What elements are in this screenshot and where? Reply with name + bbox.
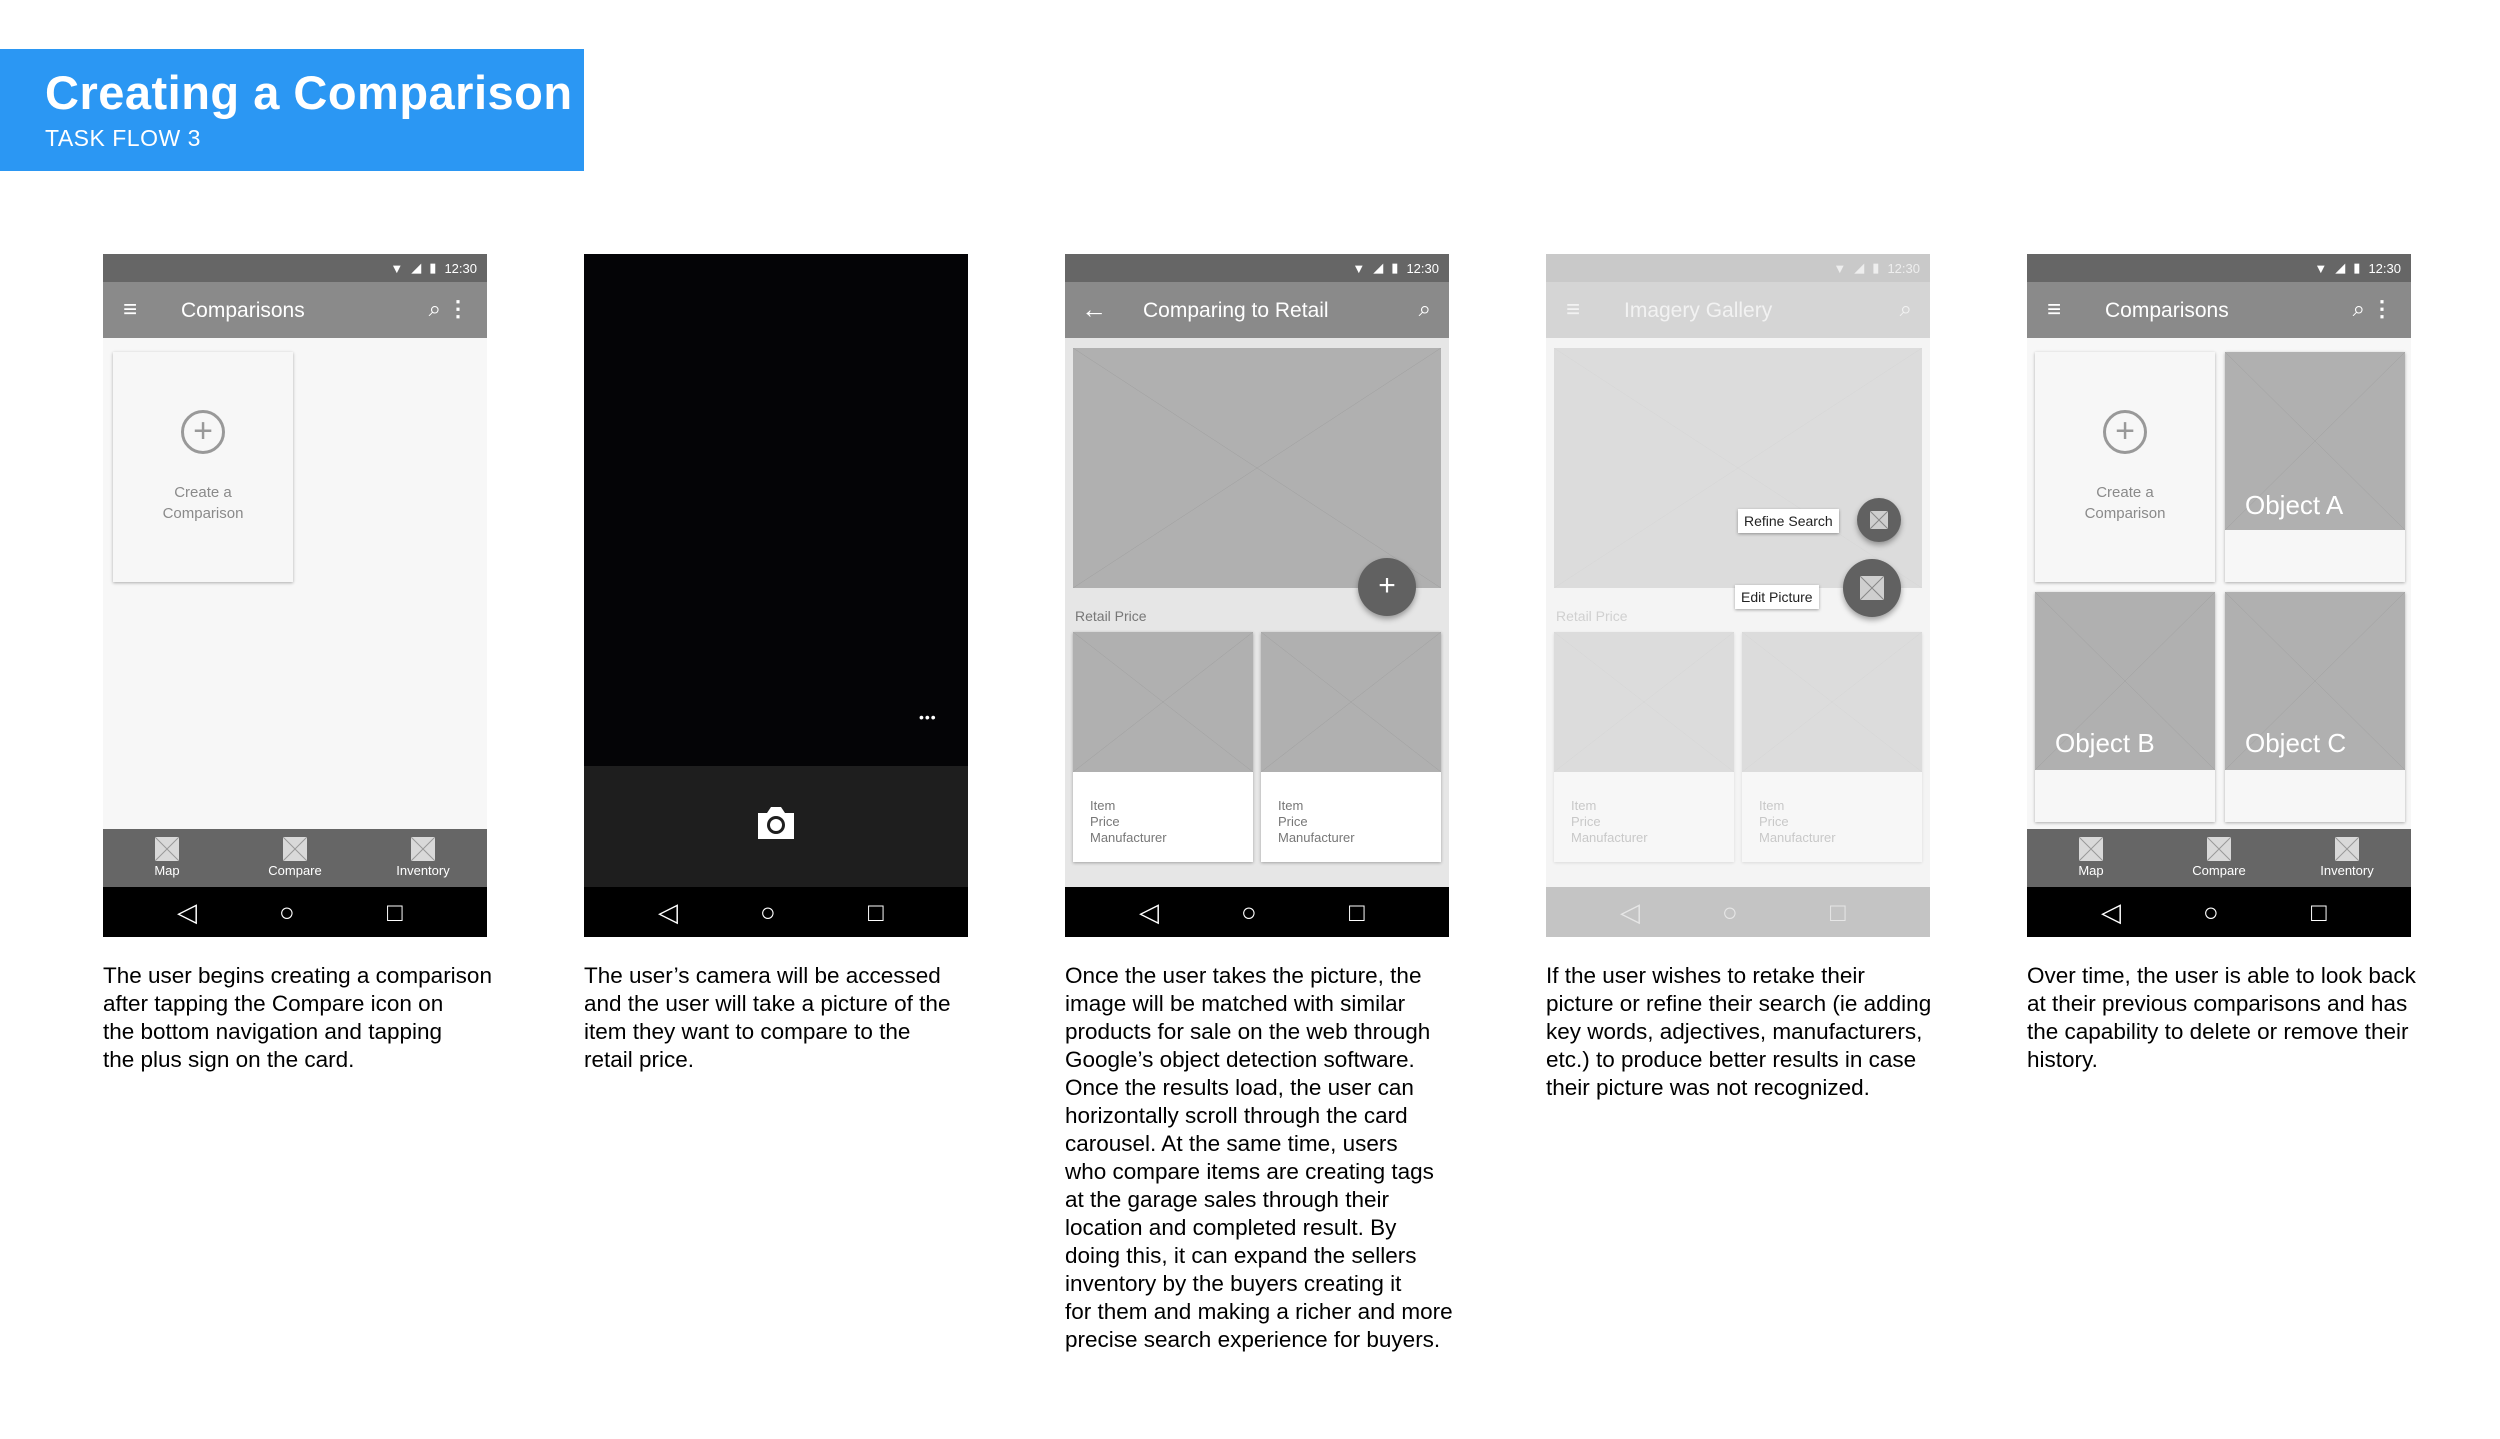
back-triangle-icon[interactable]: ◁ [658,897,678,927]
product-card[interactable] [1073,632,1253,862]
more-horiz-icon[interactable]: ••• [919,709,937,725]
nav-item-inventory[interactable]: Inventory [2297,837,2397,878]
wifi-icon: ▼ [390,260,404,276]
edit-picture-icon [1860,576,1884,600]
create-comparison-card[interactable] [113,352,293,582]
inventory-icon [2335,837,2359,861]
back-triangle-icon[interactable]: ◁ [1139,897,1159,927]
system-nav-bar [1546,887,1930,937]
home-circle-icon[interactable]: ○ [279,897,295,927]
edit-picture-label[interactable]: Edit Picture [1735,585,1819,609]
product-image-placeholder [1073,632,1253,772]
recents-square-icon[interactable]: □ [868,897,884,927]
wifi-icon: ▼ [2314,260,2328,276]
signal-icon: ◢ [1854,260,1865,275]
phone-screen-comparisons [103,254,487,937]
object-image-placeholder [2225,592,2405,770]
app-bar-title: Comparisons [181,299,305,322]
app-bar [1065,282,1449,338]
caption-step-4: If the user wishes to retake their picture or refine their search (ie adding key words, adjectives, manufacturers, etc.) to produce better results in case their picture was not recognized. [1546,963,1932,1100]
menu-icon[interactable]: ≡ [123,296,138,323]
create-comparison-card[interactable] [2035,352,2215,582]
map-icon [155,837,179,861]
system-nav-bar [1065,887,1449,937]
back-triangle-icon[interactable]: ◁ [1620,897,1640,927]
product-image-placeholder [1554,632,1734,772]
inventory-icon [411,837,435,861]
map-icon [2079,837,2103,861]
battery-icon: ▮ [2353,260,2361,275]
product-meta: Item Price Manufacturer [1278,798,1355,845]
compare-icon [283,837,307,861]
captured-image-placeholder [1073,348,1441,588]
compare-icon [2207,837,2231,861]
camera-controls-panel [584,766,968,887]
battery-icon: ▮ [429,260,437,275]
phone-screen-comparing-retail [1065,254,1449,937]
product-card[interactable] [1554,632,1734,862]
object-image-placeholder [2225,352,2405,530]
recents-square-icon[interactable]: □ [2311,897,2327,927]
app-bar-title: Comparisons [2105,299,2229,322]
wifi-icon: ▼ [1352,260,1366,276]
object-image-placeholder [2035,592,2215,770]
product-card[interactable] [1261,632,1441,862]
app-bar [103,282,487,338]
signal-icon: ◢ [411,260,422,275]
system-nav-bar [103,887,487,937]
wifi-icon: ▼ [1833,260,1847,276]
app-bar-title: Comparing to Retail [1143,299,1329,322]
recents-square-icon[interactable]: □ [387,897,403,927]
recents-square-icon[interactable]: □ [1830,897,1846,927]
refine-search-label[interactable]: Refine Search [1738,509,1839,533]
nav-item-compare[interactable]: Compare [245,837,345,878]
card-label: Create a Comparison [2084,484,2166,522]
nav-item-compare[interactable]: Compare [2169,837,2269,878]
home-circle-icon[interactable]: ○ [1241,897,1257,927]
system-nav-bar [2027,887,2411,937]
search-icon[interactable]: ⌕ [1899,296,1912,321]
bottom-navigation [103,829,487,887]
status-time: 12:30 [444,260,477,276]
status-bar [1546,254,1930,282]
product-card[interactable] [1742,632,1922,862]
product-meta: Item Price Manufacturer [1571,798,1648,845]
product-image-placeholder [1742,632,1922,772]
battery-icon: ▮ [1872,260,1880,275]
arrow-back-icon[interactable]: ← [1081,294,1107,324]
add-circle-icon[interactable]: + [181,410,225,454]
object-label: Object A [2245,490,2344,520]
recents-square-icon[interactable]: □ [1349,897,1365,927]
back-triangle-icon[interactable]: ◁ [2101,897,2121,927]
status-bar [1065,254,1449,282]
camera-icon[interactable] [754,804,798,842]
product-image-placeholder [1261,632,1441,772]
app-bar [2027,282,2411,338]
image-placeholder [1554,348,1922,588]
search-icon[interactable]: ⌕ [1418,296,1431,321]
comparison-card-object-c[interactable] [2225,592,2405,822]
more-vert-icon[interactable]: ⋮ [447,296,469,321]
battery-icon: ▮ [1391,260,1399,275]
menu-icon[interactable]: ≡ [2047,296,2062,323]
status-time: 12:30 [1406,260,1439,276]
status-bar [103,254,487,282]
phone-screen-imagery-gallery [1546,254,1930,937]
bottom-navigation [2027,829,2411,887]
banner-title: Creating a Comparison [45,66,573,119]
product-meta: Item Price Manufacturer [1759,798,1836,845]
status-bar [2027,254,2411,282]
caption-step-2: The user’s camera will be accessed and the user will take a picture of the item they want to compare to the retail price. [584,963,951,1072]
comparison-card-object-a[interactable] [2225,352,2405,582]
card-label: Create a Comparison [162,484,244,522]
signal-icon: ◢ [1373,260,1384,275]
caption-step-1: The user begins creating a comparison after tapping the Compare icon on the bottom navigation and tapping the plus sign on the card. [103,963,492,1072]
refine-search-icon [1870,511,1888,529]
section-label: Retail Price [1556,608,1628,624]
signal-icon: ◢ [2335,260,2346,275]
comparison-card-object-b[interactable] [2035,592,2215,822]
add-fab-button[interactable]: + [1358,558,1416,616]
add-circle-icon[interactable]: + [2103,410,2147,454]
title-banner [0,49,584,171]
status-time: 12:30 [2368,260,2401,276]
system-nav-bar [584,887,968,937]
phone-screen-camera [584,254,968,937]
nav-item-map[interactable]: Map [117,837,217,878]
banner-subtitle: TASK FLOW 3 [45,125,201,151]
caption-step-5: Over time, the user is able to look back at their previous comparisons and has the capability to delete or remove their history. [2027,963,2416,1072]
object-label: Object C [2245,728,2347,758]
app-bar-title: Imagery Gallery [1624,299,1773,322]
search-icon[interactable]: ⌕ [428,296,441,321]
search-icon[interactable]: ⌕ [2352,296,2365,321]
home-circle-icon[interactable]: ○ [760,897,776,927]
section-label: Retail Price [1075,608,1147,624]
phone-screen-comparisons-history [2027,254,2411,937]
back-triangle-icon[interactable]: ◁ [177,897,197,927]
nav-item-map[interactable]: Map [2041,837,2141,878]
more-vert-icon[interactable]: ⋮ [2371,296,2393,321]
home-circle-icon[interactable]: ○ [1722,897,1738,927]
app-bar [1546,282,1930,338]
status-time: 12:30 [1887,260,1920,276]
menu-icon[interactable]: ≡ [1566,296,1581,323]
product-meta: Item Price Manufacturer [1090,798,1167,845]
refine-search-fab[interactable] [1857,498,1901,542]
object-label: Object B [2055,728,2155,758]
edit-picture-fab[interactable] [1843,559,1901,617]
home-circle-icon[interactable]: ○ [2203,897,2219,927]
nav-item-inventory[interactable]: Inventory [373,837,473,878]
caption-step-3: Once the user takes the picture, the image will be matched with similar products for sale on the web through Google’s object detection software. Once the results load, the user can horizontally scroll through the card carousel. At the same time, users who compare items are creating tags at the garage sales through their location and completed result. By doing this, it can expand the sellers inventory by the buyers creating it for them and making a richer and more precise search experience for buyers. [1065,963,1453,1352]
